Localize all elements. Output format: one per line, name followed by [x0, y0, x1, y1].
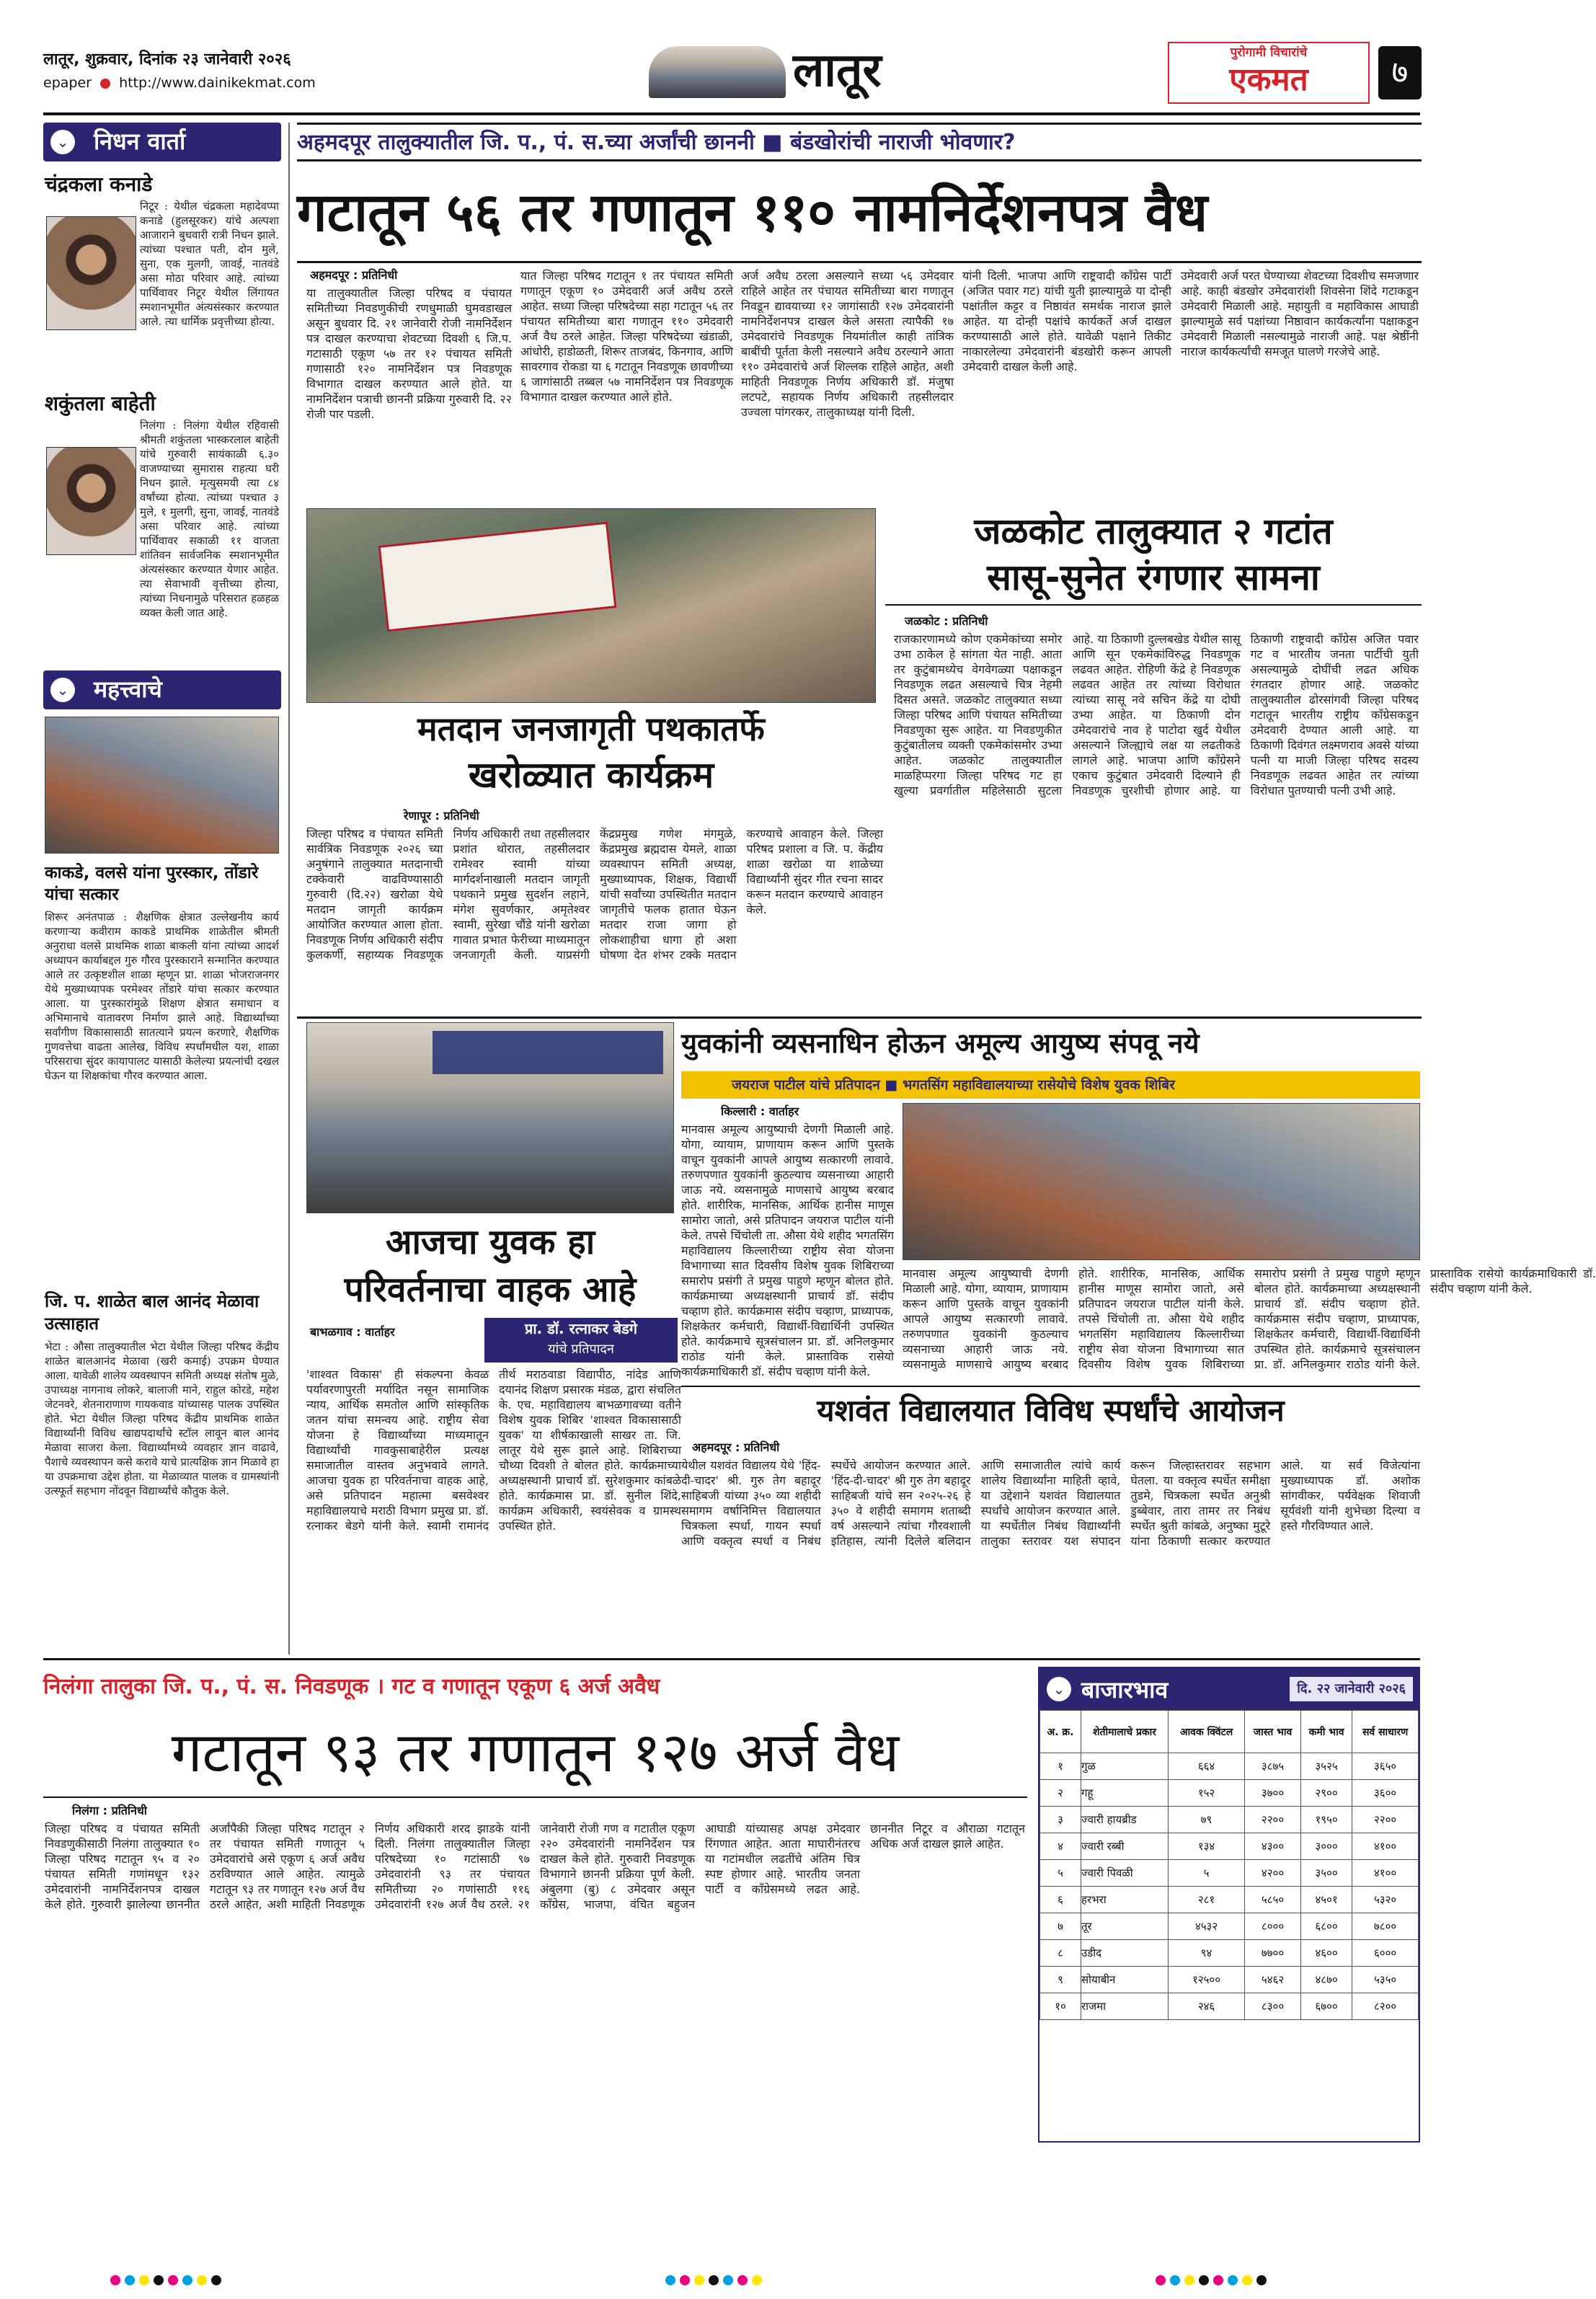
market-cell: ३५००	[1300, 1860, 1352, 1887]
market-cell: तूर	[1081, 1913, 1169, 1940]
col-modal: सर्व साधारण	[1352, 1711, 1419, 1753]
col-commodity: शेतीमालाचे प्रकार	[1081, 1711, 1169, 1753]
lead-col-4: यांनी दिली. भाजपा आणि राष्ट्रवादी काँग्रेस पार्टी (अजित पवार गट) यांची युती झाल्यामुळे या दोन्ही पक्षांतील कट्टर व निष्ठावंत समर्थक नाराज झाले आहेत. या दोन्ही पक्षांचे कार्यकर्ते अर्ज दाखल करण्यासाठी आले होते. यावेळी पक्षाने तिकीट नाकारलेल्या उमेदवारांनी बंडखोरी करून आपली उमेदवारी दाखल केली आहे.	[962, 269, 1171, 373]
aajcha-headline-1: आजचा युवक हा	[385, 1222, 595, 1262]
market-row	[1040, 1753, 1419, 1780]
aajcha-headline-2: परिवर्तनाचा वाहक आहे	[344, 1270, 637, 1310]
market-cell: ६	[1040, 1887, 1081, 1913]
market-cell: ३५२५	[1300, 1753, 1352, 1780]
market-cell: ५८५०	[1245, 1887, 1301, 1913]
yuvak-headline: युवकांनी व्यसनाधिन होऊन अमूल्य आयुष्य संपवू नये	[681, 1027, 1200, 1059]
obituary-name-1: चंद्रकला कनाडे	[45, 172, 153, 196]
market-cell: ३०००	[1300, 1833, 1352, 1860]
nilanga-byline: निलंगा : प्रतिनिधी	[72, 1804, 147, 1817]
lead-col-2: यात जिल्हा परिषद गटातून १ तर पंचायत समिती गणातून एकूण १० उमेदवारी अर्ज अवैध ठरले आहेत. सध्या जिल्हा परिषदेच्या सहा गटातून ५६ तर पंचायत समितीच्या बारा गणातून ११० उमेदवारी अर्ज वैध ठरले आहेत. जिल्हा परिषदेच्या खंडाळी, आंधोरी, हाडोळती, शिरूर ताजबंद, किनगाव, आणि सावरगाव रोकडा या ६ गटातून निवडणूक छावणीच्या ६ जागांसाठी तब्बल ५७ नामनिर्देशन पत्र निवडणूक विभागात दाखल करण्यात आले होते.	[520, 269, 733, 404]
market-cell: ज्वारी पिवळी	[1081, 1860, 1169, 1887]
mahatvache-headline-1: काकडे, वलसे यांना पुरस्कार, तोंडारे यांचा सत्कार	[45, 864, 259, 904]
lead-rule	[297, 261, 1422, 263]
matdan-text: जिल्हा परिषद व पंचायत समिती सार्वत्रिक निवडणूक २०२६ च्या अनुषंगाने तालुक्यात मतदानाची टक्केवारी वाढविण्यासाठी गुरुवारी (दि.२२) खरोळा येथे मतदान जागृती कार्यक्रम आयोजित करण्यात आला होता. निवडणूक निर्णय अधिकारी संदीप कुलकर्णी, सहाय्यक निवडणूक निर्णय अधिकारी तथा तहसीलदार प्रशांत थोरात, तहसीलदार रामेश्वर स्वामी यांच्या मार्गदर्शनाखाली मतदान जागृती पथकाने प्रमुख सुदर्शन लहाने, मंगेश सुवर्णकार, अमृतेश्वर स्वामी, सुरेखा चौंडे यांनी खरोळा गावात प्रभात फेरीच्या माध्यमातून जनजागृती केली. याप्रसंगी केंद्रप्रमुख गणेश मंगमुळे, केंद्रप्रमुख ब्रह्मदास येमले, शाळा व्यवस्थापन समिती अध्यक्ष, मुख्याध्यापक, शिक्षक, विद्यार्थी यांची सर्वांच्या उपस्थितीत मतदान जागृतीचे फलक हातात घेऊन मतदार राजा जागा हो लोकशाहीचा धागा हो अशा घोषणा देत शंभर टक्के मतदान करण्याचे आवाहन केले. जिल्हा परिषद प्रशाला व जि. प. केंद्रीय शाळा खरोळा या शाळेच्या विद्यार्थ्यांनी सुंदर गीत रचना सादर करून मतदान करण्याचे आवाहन केले.	[306, 827, 883, 962]
market-cell: २२००	[1352, 1807, 1419, 1833]
epaper-line[interactable]	[43, 75, 316, 91]
market-cell: १३४	[1169, 1833, 1245, 1860]
jalkot-headline-2: सासू-सुनेत रंगणार सामना	[987, 557, 1320, 598]
bottom-rule	[43, 1658, 1420, 1660]
market-cell: ७७००	[1245, 1940, 1301, 1967]
jalkot-text: राजकारणामध्ये कोण एकमेकांच्या समोर उभा ठाकेल हे सांगता येत नाही. आता तर कुटुंबामध्येच वेगवेगळ्या पक्षाकडून निवडणूक लढत असल्याचे चित्र नेहमी दिसत असते. जळकोट तालुक्यात सध्या जिल्हा परिषद आणि पंचायत समितीच्या निवडणुका सुरू आहेत. या निवडणुकीत कुटुंबातीलच व्यक्ती एकमेकांसमोर उभ्या आहेत. जळकोट तालुक्यातील माळहिप्परगा जिल्हा परिषद गट हा खुल्या प्रवर्गातील महिलेसाठी सुटला आहे. या ठिकाणी दुल्लबखेड येथील सासू आणि सून एकमेकांविरुद्ध निवडणूक लढवत आहेत. रोहिणी केंद्रे हे निवडणूक लढवत आहेत तर त्यांच्या विरोधात त्यांच्या सासू नवे सचिन केंद्रे या दोघी उभ्या आहेत. या ठिकाणी दोन उमेदवारांचे नाव हे पाटोदा खुर्द येथील असल्याने जिल्ह्याचे लक्ष या लढतीकडे लागले आहे. भाजपा आणि काँग्रेसने एकाच कुटुंबात उमेदवारी दिल्याने ही निवडणूक चुरशीची होणार आहे. या ठिकाणी राष्ट्रवादी काँग्रेस अजित पवार गट व भारतीय जनता पार्टीची युती असल्यामुळे दोघींची लढत अधिक रंगतदार होणार आहे. जळकोट तालुक्यातील ढोरसांगवी जिल्हा परिषद गटातून भारतीय राष्ट्रीय काँग्रेसकडून उमेदवारी देण्यात आली आहे. या ठिकाणी दिवंगत लक्ष्मणराव अवसे यांच्या पत्नी या माजी जिल्हा परिषद सदस्य निवडणूक लढवत आहेत तर त्यांच्या विरोधात पुतण्याची पत्नी उभी आहे.	[894, 632, 1419, 797]
market-title: बाजारभाव	[1081, 1676, 1169, 1704]
yuvak-subline: जयराज पाटील यांचे प्रतिपादन ■ भगतसिंग महाविद्यालयाच्या रासेयोचे विशेष युवक शिबिर	[681, 1071, 1420, 1099]
market-cell: १०	[1040, 1993, 1081, 2020]
market-cell: ४५०१	[1300, 1887, 1352, 1913]
top-strip-text: अहमदपूर तालुक्यातील जि. प., पं. स.च्या अर्जांची छाननी ■ बंडखोरांची नाराजी भोवणार?	[297, 130, 1016, 155]
obituary-banner	[43, 123, 281, 161]
market-cell: ४६००	[1300, 1940, 1352, 1967]
nilanga-text: जिल्हा परिषद व पंचायत समिती निवडणुकीसाठी निलंगा तालुक्यात १० जिल्हा परिषद गटातून ९५ व २० पंचायत समिती गणांमधून १३२ उमेदवारांनी नामनिर्देशनपत्र दाखल केले होते. गुरुवारी झालेल्या छाननीत अर्जांपैकी जिल्हा परिषद गटातून २ तर पंचायत समिती गणातून ५ उमेदवारांचे असे एकूण ६ अर्ज अवैध ठरविण्यात आले आहेत. त्यामुळे गटातून ९३ तर गणातून १२७ अर्ज वैध ठरले आहेत, अशी माहिती निवडणूक निर्णय अधिकारी शरद झाडके यांनी दिली. निलंगा तालुक्यातील जिल्हा परिषदेच्या १० गटांसाठी ९७ उमेदवारांनी ९३ तर पंचायत समितीच्या २० गणांसाठी ११६ उमेदवारांनी १२७ अर्ज वैध ठरले. २१ जानेवारी रोजी गण व गटातील एकूण २२० उमेदवारांनी नामनिर्देशन पत्र दाखल केले होते. गुरुवारी निवडणूक विभागाने छाननी प्रक्रिया पूर्ण केली. अंबुलगा (बु) ८ उमेदवार असून काँग्रेस, भाजपा, वंचित बहुजन आघाडी यांच्यासह अपक्ष उमेदवार रिंगणात आहेत. आता माघारीनंतरच या गटांमधील लढतींचे अंतिम चित्र स्पष्ट होणार आहे. भारतीय जनता पार्टी व काँग्रेसमध्ये लढत आहे. छाननीत निटूर व औराळा गटातून अधिक अर्ज दाखल झाले आहेत.	[45, 1822, 1025, 1911]
aajcha-quote-sub: यांचे प्रतिपादन	[548, 1342, 614, 1357]
yashwant-byline: अहमदपूर : प्रतिनिधी	[692, 1440, 780, 1454]
print-registration-marks-right	[1153, 2274, 1355, 2289]
market-row	[1040, 1860, 1419, 1887]
market-row	[1040, 1887, 1419, 1913]
market-cell: २	[1040, 1780, 1081, 1807]
market-header	[1039, 1668, 1419, 1710]
market-cell: ६८००	[1300, 1913, 1352, 1940]
market-cell: गहू	[1081, 1780, 1169, 1807]
mahatvache-section-title: महत्त्वाचे	[94, 675, 162, 703]
col-min: कमी भाव	[1300, 1711, 1352, 1753]
market-row	[1040, 1993, 1419, 2020]
aajcha-quote-name: प्रा. डॉ. रत्नाकर बेडगे	[524, 1320, 638, 1337]
award-ceremony-photo	[45, 717, 279, 854]
market-cell: ७९	[1169, 1807, 1245, 1833]
market-cell: ज्वारी हायब्रीड	[1081, 1807, 1169, 1833]
yashwant-headline: यशवंत विद्यालयात विविध स्पर्धांचे आयोजन	[681, 1386, 1420, 1435]
market-table	[1039, 1710, 1419, 2020]
market-cell: २८१	[1169, 1887, 1245, 1913]
obituary-name-2: शकुंतला बाहेती	[45, 391, 156, 415]
market-cell: ९४	[1169, 1940, 1245, 1967]
lead-byline: अहमदपूर : प्रतिनिधी	[310, 268, 398, 282]
page-city-title: लातूर	[793, 44, 882, 97]
market-cell: ८	[1040, 1940, 1081, 1967]
nilanga-strip: निलंगा तालुका जि. प., पं. स. निवडणूक । गट व गणातून एकूण ६ अर्ज अवैध	[43, 1674, 660, 1699]
market-cell: हरभरा	[1081, 1887, 1169, 1913]
market-cell: १५२	[1169, 1780, 1245, 1807]
jalkot-headline-1: जळकोट तालुक्यात २ गटांत	[974, 510, 1333, 552]
yuvak-text-left: मानवास अमूल्य आयुष्याची देणगी मिळाली आहे. योगा, व्यायाम, प्राणायाम करून आणि पुस्तके वाचून युवकांनी आपले आयुष्य सत्कारणी लावावे. तरुणपणात युवकांनी कुठल्याच व्यसनाच्या आहारी जाऊ नये. व्यसनामुळे माणसाचे आयुष्य बरबाद होते. शारीरिक, मानसिक, आर्थिक हानीस माणूस सामोरा जातो, असे प्रतिपादन जयराज पाटील यांनी केले. तपसे चिंचोली ता. औसा येथे शहीद भगतसिंग महाविद्यालय किल्लारीच्या राष्ट्रीय सेवा योजना विभागाच्या सात दिवसीय विशेष युवक शिबिराच्या समारोप प्रसंगी ते प्रमुख पाहुणे म्हणून बोलत होते. कार्यक्रमाच्या अध्यक्षस्थानी प्राचार्य डॉ. संदीप चव्हाण होते. कार्यक्रमास संदीप चव्हाण, प्राध्यापक, शिक्षकेतर कर्मचारी, विद्यार्थी-विद्यार्थिनी उपस्थित होते. कार्यक्रमाचे सूत्रसंचालन प्रा. डॉ. अनिलकुमार राठोड यांनी केले. प्रास्ताविक रासेयो कार्यक्रमाधिकारी डॉ. संदीप चव्हाण यांनी केले.	[681, 1122, 894, 1378]
page-number: ७	[1378, 46, 1422, 99]
market-row	[1040, 1913, 1419, 1940]
aajcha-byline: बाभळगाव : वार्ताहर	[310, 1325, 395, 1339]
nilanga-rule	[43, 1797, 1027, 1798]
market-cell: ६०००	[1352, 1940, 1419, 1967]
city-skyline-emblem	[649, 46, 786, 98]
mahatvache-headline-2: जि. प. शाळेत बाल आनंद मेळावा उत्साहात	[45, 1291, 260, 1334]
yashwant-text: येथील यशवंत विद्यालय येथे 'हिंद-दी-चादर' श्री. गुरु तेग बहादूर साहिबजी यांच्या ३५० व्या शहीदी समागम वर्षानिमित्त विद्यालयात चित्रकला स्पर्धा, गायन स्पर्धा आणि वक्तृत्व स्पर्धा व निबंध स्पर्धेचे आयोजन करण्यात आले. 'हिंद-दी-चादर' श्री गुरु तेग बहादूर साहिबजी यांचे सन २०२५-२६ हे ३५० वे शहीदी समागम शताब्दी वर्ष असल्याने त्यांचा गौरवशाली इतिहास, त्यांनी दिलेले बलिदान आणि समाजातील त्यांचे कार्य शालेय विद्यार्थ्यांना माहिती व्हावे, या उद्देशाने यशवंत विद्यालयात स्पर्धांचे आयोजन करण्यात आले. या स्पर्धेतील निबंध विद्यार्थ्यांनी तालुका स्तरावर यश संपादन करून जिल्हास्तरावर सहभाग घेतला. या वक्तृत्व स्पर्धेत समीक्षा तुडमे, चित्रकला स्पर्धेत अनुश्री डुब्बेवार, तारा तामर तर निबंध स्पर्धेत श्रुती कांबळे, अनुष्का मुटूरे यांना ठिकाणी सत्कार करण्यात आले. या सर्व विजेत्यांना मुख्याध्यापक डॉ. अशोक सांगवीकर, पर्यवेक्षक शिवाजी सूर्यवंशी यांनी शुभेच्छा दिल्या व हस्ते गौरविण्यात आले.	[681, 1458, 1420, 1548]
lead-col-5: उमेदवारी अर्ज परत घेण्याच्या शेवटच्या दिवशीच समजणार आहे. काही बंडखोर उमेदवारांशी शिवसेना शिंदे गटाकडून उमेदवारी मिळाली आहे. महायुती व महाविकास आघाडी झाल्यामुळे सर्व पक्षांच्या निष्ठावान कार्यकर्त्यांना पक्षाकडून उमेदवारी मिळाली नसल्यामुळे नाराजी आहे. पक्ष श्रेष्ठींनी नाराज कार्यकर्त्यांची समजूत घालणे गरजेचे आहे.	[1181, 269, 1419, 358]
market-date: दि. २२ जानेवारी २०२६	[1290, 1677, 1413, 1701]
market-cell: उडीद	[1081, 1940, 1169, 1967]
aajcha-box	[306, 1218, 674, 1319]
globe-icon	[100, 79, 110, 89]
print-registration-marks-center	[663, 2274, 851, 2289]
print-registration-marks-left	[108, 2274, 296, 2289]
left-column-divider	[288, 123, 290, 1655]
chevron-down-icon: ⌄	[50, 678, 75, 702]
chevron-down-icon: ⌄	[1047, 1677, 1071, 1701]
matdan-box	[306, 706, 876, 804]
epaper-label: epaper	[43, 75, 92, 91]
aajcha-quote-box	[484, 1318, 678, 1363]
obituary-text-1: निटूर : येथील चंद्रकला महादेवप्पा कनाडे (हुलसूरकर) यांचे अल्पशा आजाराने बुधवारी रात्री निधन झाले. त्यांच्या पश्चात पती, दोन मुले, सुना, एक मुलगी, जावई, नातवंडे असा मोठा परिवार आहे. त्यांच्या पार्थिवावर निटूर येथील लिंगायत स्मशानभूमीत अंत्यसंस्कार करण्यात आले. त्या धार्मिक प्रवृत्तीच्या होत्या.	[140, 200, 279, 328]
market-cell: ४८७०	[1300, 1967, 1352, 1993]
market-cell: ज्वारी रब्बी	[1081, 1833, 1169, 1860]
market-cell: ८२००	[1352, 1993, 1419, 2020]
header-rule	[43, 112, 1420, 115]
col-arrival: आवक क्विंटल	[1169, 1711, 1245, 1753]
market-cell: ३७००	[1245, 1780, 1301, 1807]
market-header-row	[1040, 1711, 1419, 1753]
col-max: जास्त भाव	[1245, 1711, 1301, 1753]
yuvak-byline: किल्लारी : वार्ताहर	[721, 1104, 799, 1118]
nilanga-headline: गटातून ९३ तर गणातून १२७ अर्ज वैध	[171, 1720, 900, 1784]
market-cell: ३६५०	[1352, 1753, 1419, 1780]
market-cell: १	[1040, 1753, 1081, 1780]
market-cell: ३६००	[1352, 1780, 1419, 1807]
obituary-section-title: निधन वार्ता	[94, 128, 186, 155]
market-cell: ९	[1040, 1967, 1081, 1993]
masthead	[43, 42, 1424, 108]
market-cell: ३८७५	[1245, 1753, 1301, 1780]
market-cell: सोयाबीन	[1081, 1967, 1169, 1993]
market-cell: २९००	[1300, 1780, 1352, 1807]
website-link[interactable]: http://www.dainikekmat.com	[119, 75, 316, 91]
brand-box	[1168, 42, 1370, 104]
market-cell: ३	[1040, 1807, 1081, 1833]
col-serial: अ. क्र.	[1040, 1711, 1081, 1753]
mahatvache-text-2: भेटा : औसा तालुक्यातील भेटा येथील जिल्हा परिषद केंद्रीय शाळेत बालआनंद मेळावा (खरी कमाई) उपक्रम घेण्यात आला. यावेळी शालेय व्यवस्थापन समिती अध्यक्ष संतोष मुळे, उपाध्यक्ष नागनाथ लोकरे, बालाजी माने, राहुल कोरडे, महेश जेटनवरे, शेतनाराणाण गायकवाड यांच्यासह पालक उपस्थित होते. भेटा येथील जिल्हा परिषद केंद्रीय प्राथमिक शाळेत विद्यार्थ्यांनी विविध खाद्यपदार्थांचे स्टॉल लावून बाल आनंद मेळावा साजरा केला. विद्यार्थ्यांमध्ये व्यवहार ज्ञान वाढावे, पैशाचे व्यवस्थापन कसे करावे याचे प्रात्यक्षिक ज्ञान मिळावे हा या उपक्रमाचा उद्देश होता. या मेळाव्यात पालक व ग्रामस्थांनी उत्स्फूर्त सहभाग नोंदवून विद्यार्थ्यांचे कौतुक केले.	[45, 1340, 279, 1497]
market-cell: ४५३२	[1169, 1913, 1245, 1940]
lead-col-1: या तालुक्यातील जिल्हा परिषद व पंचायत समितीच्या निवडणुकीची रणधुमाळी घुमवडाखल असून बुधवार दि. २१ जानेवारी रोजी नामनिर्देशन पत्र दाखल करण्याचा शेवटच्या दिवशी ६ जि.प. गटासाठी एकूण ५७ तर १२ पंचायत समिती गणासाठी १२० नामनिर्देशन पत्र निवडणूक विभागात दाखल करण्यात आले होते. या नामनिर्देशन पत्राची छाननी प्रक्रिया गुरुवारी दि. २२ रोजी पार पडली.	[306, 286, 512, 421]
market-cell: ६६४	[1169, 1753, 1245, 1780]
market-cell: ५	[1040, 1860, 1081, 1887]
market-cell: १२५००	[1169, 1967, 1245, 1993]
dateline: लातूर, शुक्रवार, दिनांक २३ जानेवारी २०२६	[43, 50, 291, 68]
top-strip	[297, 123, 1422, 161]
market-cell: १९५०	[1300, 1807, 1352, 1833]
mahatvache-text-1: शिरूर अनंतपाळ : शैक्षणिक क्षेत्रात उल्लेखनीय कार्य करणाऱ्या कवीराम काकडे प्राथमिक शाळेतील श्रीमती अनुराधा वलसे प्राथमिक शाळा बाकली यांना त्यांच्या आदर्श अध्यापन कार्याबद्दल गुरु गौरव पुरस्काराने सन्मानित करण्यात आले तर उत्कृष्टशील शाळा म्हणून प्रा. शाळा भोजराजनगर येथे मुख्याध्यापक परमेश्वर तोंडारे यांचा सत्कार करण्यात आला. या पुरस्कारांमुळे शिक्षण क्षेत्रात समाधान व अभिमानाचे वातावरण निर्माण झाले आहे. विद्यार्थ्यांच्या सर्वांगीण विकासासाठी सातत्याने प्रयत्न करणारे, शैक्षणिक गुणवत्तेचा वाढता आलेख, विविध स्पर्धांमधील यश, शाळा परिसराचा सुंदर कायापालट यासाठी केलेल्या प्रयत्नांची दखल घेऊन या शिक्षकांचा गौरव करण्यात आला.	[45, 911, 279, 1082]
market-cell: ७८००	[1352, 1913, 1419, 1940]
mahatvache-banner	[43, 670, 281, 709]
seminar-stage-banner	[433, 1031, 663, 1074]
market-cell: ७	[1040, 1913, 1081, 1940]
mid-rule	[297, 1016, 1422, 1019]
market-row	[1040, 1967, 1419, 1993]
yuvak-text-right: मानवास अमूल्य आयुष्याची देणगी मिळाली आहे. योगा, व्यायाम, प्राणायाम करून आणि पुस्तके वाचून युवकांनी आपले आयुष्य सत्कारणी लावावे. तरुणपणात युवकांनी कुठल्याच व्यसनाच्या आहारी जाऊ नये. व्यसनामुळे माणसाचे आयुष्य बरबाद होते. शारीरिक, मानसिक, आर्थिक हानीस माणूस सामोरा जातो, असे प्रतिपादन जयराज पाटील यांनी केले. तपसे चिंचोली ता. औसा येथे शहीद भगतसिंग महाविद्यालय किल्लारीच्या राष्ट्रीय सेवा योजना विभागाच्या सात दिवसीय विशेष युवक शिबिराच्या समारोप प्रसंगी ते प्रमुख पाहुणे म्हणून बोलत होते. कार्यक्रमाच्या अध्यक्षस्थानी प्राचार्य डॉ. संदीप चव्हाण होते. कार्यक्रमास संदीप चव्हाण, प्राध्यापक, शिक्षकेतर कर्मचारी, विद्यार्थी-विद्यार्थिनी उपस्थित होते. कार्यक्रमाचे सूत्रसंचालन प्रा. डॉ. अनिलकुमार राठोड यांनी केले. प्रास्ताविक रासेयो कार्यक्रमाधिकारी डॉ. संदीप चव्हाण यांनी केले.	[903, 1267, 1596, 1371]
market-cell: ५३५०	[1352, 1967, 1419, 1993]
matdan-headline-1: मतदान जनजागृती पथकातर्फे	[417, 709, 765, 748]
market-cell: २४६	[1169, 1993, 1245, 2020]
market-row	[1040, 1940, 1419, 1967]
obituary-text-2: निलंगा : निलंगा येथील रहिवासी श्रीमती शकुंतला भास्करलाल बाहेती यांचे गुरुवारी सायंकाळी ६.३० वाजण्याच्या सुमारास राहत्या घरी निधन झाले. मृत्युसमयी त्या ८४ वर्षांच्या होत्या. त्यांच्या पश्चात ३ मुले, १ मुलगी, सुना, जावई, नातवंडे असा परिवार आहे. त्यांच्या पार्थिवावर सकाळी ११ वाजता शांतिवन सार्वजनिक स्मशानभूमीत अंत्यसंस्कार करण्यात येणार आहेत. त्या सेवाभावी वृत्तीच्या होत्या, त्यांच्या निधनामुळे परिसरात हळहळ व्यक्त केली जात आहे.	[140, 419, 279, 619]
jalkot-box	[885, 508, 1422, 606]
market-cell: गुळ	[1081, 1753, 1169, 1780]
youth-camp-photo	[903, 1103, 1420, 1260]
matdan-byline: रेणापूर : प्रतिनिधी	[404, 809, 479, 823]
market-cell: ४१००	[1352, 1833, 1419, 1860]
market-row	[1040, 1807, 1419, 1833]
market-row	[1040, 1833, 1419, 1860]
market-row	[1040, 1780, 1419, 1807]
lead-col-3: अर्ज अवैध ठरला असल्याने सध्या ५६ उमेदवार राहिले आहेत तर पंचायत समितीच्या बारा गणातून निवडून द्यावयाच्या १२ जागांसाठी १२७ उमेदवारांनी नामनिर्देशनपत्र दाखल केले असता त्यापैकी १७ उमेदवारांचे निवडणूक नियमांतील काही तांत्रिक बाबींची पूर्तता केली नसल्याने अवैध ठरल्याने आता ११० उमेदवारांचे अर्ज शिल्लक राहिले आहेत, अशी माहिती निवडणूक निर्णय अधिकारी डॉ. मंजुषा लटपटे, सहायक निर्णय अधिकारी तहसीलदार उज्वला पांगरकर, तालुकाध्यक्ष यांनी दिली.	[741, 269, 954, 419]
market-cell: ४	[1040, 1833, 1081, 1860]
chevron-down-icon: ⌄	[50, 130, 75, 154]
matdan-headline-2: खरोळ्यात कार्यक्रम	[468, 754, 714, 796]
jalkot-byline: जळकोट : प्रतिनिधी	[905, 614, 988, 628]
market-box	[1038, 1667, 1420, 2143]
market-cell: राजमा	[1081, 1993, 1169, 2020]
market-cell: ४२००	[1245, 1860, 1301, 1887]
market-cell: ४३००	[1245, 1833, 1301, 1860]
market-cell: ५३२०	[1352, 1887, 1419, 1913]
market-cell: ५४६२	[1245, 1967, 1301, 1993]
brand-logo: एकमत	[1229, 61, 1308, 98]
market-cell: ८०००	[1245, 1913, 1301, 1940]
brand-tagline: पुरोगामी विचारांचे	[1230, 45, 1308, 60]
lead-headline: गटातून ५६ तर गणातून ११० नामनिर्देशनपत्र वैध	[297, 182, 1208, 244]
market-cell: ६७००	[1300, 1993, 1352, 2020]
aajcha-text: 'शाश्वत विकास' ही संकल्पना केवळ पर्यावरणापुरती मर्यादित नसून सामाजिक न्याय, आर्थिक समतोल आणि सांस्कृतिक जतन यांचा समन्वय आहे. राष्ट्रीय सेवा योजना हे विद्यार्थ्यांच्या माध्यमातून विद्यार्थ्यांची गावकुसाबाहेरील प्रत्यक्ष समाजातील वास्तव अनुभवावे लागते. आजचा युवक हा परिवर्तनाचा वाहक आहे, असे प्रतिपादन महात्मा बसवेश्वर महाविद्यालयाचे मराठी विभाग प्रमुख प्रा. डॉ. रत्नाकर बेडगे यांनी केले. स्वामी रामानंद तीर्थ मराठवाडा विद्यापीठ, नांदेड आणि दयानंद शिक्षण प्रसारक मंडळ, द्वारा संचलित के. एच. महाविद्यालय बाभळगावच्या वतीने विशेष युवक शिबिर 'शाश्वत विकासासाठी युवक' या शीर्षकाखाली साखर ता. जि. लातूर येथे सुरू झाले आहे. शिबिराच्या चौथ्या दिवशी ते बोलत होते. कार्यक्रमाच्या अध्यक्षस्थानी प्राचार्य डॉ. सुरेशकुमार कांबळे होते. कार्यक्रमास प्रा. डॉ. सुनील शिंदे, कार्यक्रम अधिकारी, स्वयंसेवक व ग्रामस्थ उपस्थित होते.	[306, 1368, 681, 1533]
market-cell: ५	[1169, 1860, 1245, 1887]
market-cell: ८३००	[1245, 1993, 1301, 2020]
market-cell: ४१००	[1352, 1860, 1419, 1887]
market-cell: २२००	[1245, 1807, 1301, 1833]
